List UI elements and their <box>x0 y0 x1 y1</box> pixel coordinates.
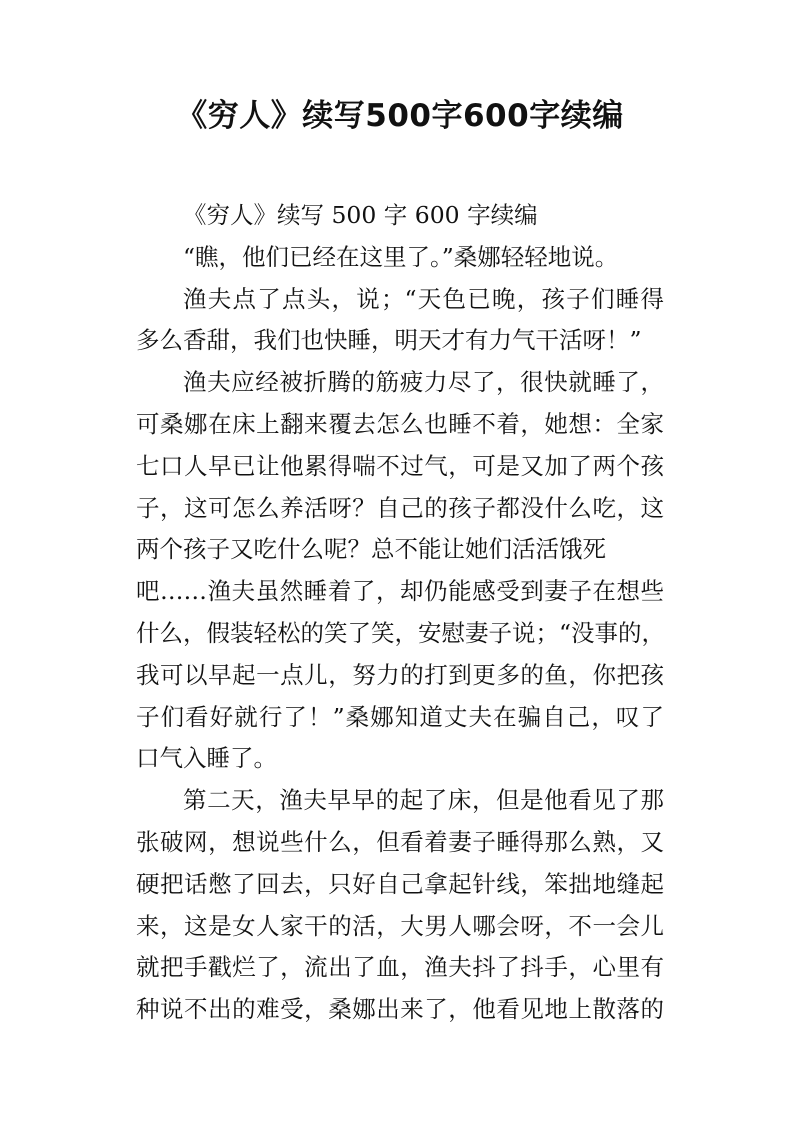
text-line: 硬把话憋了回去，只好自己拿起针线，笨拙地缝起 <box>136 869 664 898</box>
text-line: 种说不出的难受，桑娜出来了，他看见地上散落的 <box>136 995 664 1024</box>
text-line: 渔夫应经被折腾的筋疲力尽了，很快就睡了， <box>183 368 664 397</box>
text-line: 七口人早已让他累得喘不过气，可是又加了两个孩 <box>136 451 664 480</box>
text-line: 可桑娜在床上翻来覆去怎么也睡不着，她想：全家 <box>136 409 664 438</box>
text-line: 两个孩子又吃什么呢？总不能让她们活活饿死 <box>136 535 606 564</box>
text-line: 渔夫点了点头，说；“天色已晚，孩子们睡得 <box>183 284 664 313</box>
text-line: 就把手戳烂了，流出了血，渔夫抖了抖手，心里有 <box>136 953 664 982</box>
text-line: 第二天，渔夫早早的起了床，但是他看见了那 <box>183 786 664 815</box>
document-body <box>136 195 664 1031</box>
text-line: 吧……渔夫虽然睡着了，却仍能感受到妻子在想些 <box>136 577 664 606</box>
text-line: 来，这是女人家干的活，大男人哪会呀，不一会儿 <box>136 911 664 940</box>
text-line: 子们看好就行了！”桑娜知道丈夫在骗自己，叹了 <box>136 702 664 731</box>
text-line: 张破网，想说些什么，但看着妻子睡得那么熟，又 <box>136 827 664 856</box>
text-line: 多么香甜，我们也快睡，明天才有力气干活呀！” <box>136 326 642 355</box>
text-line: 口气入睡了。 <box>136 744 277 773</box>
document-title: 《穷人》续写500字600字续编 <box>176 98 624 134</box>
text-line: 我可以早起一点儿，努力的打到更多的鱼，你把孩 <box>136 660 664 689</box>
text-line: 《穷人》续写 500 字 600 字续编 <box>183 201 538 229</box>
text-line: 什么，假装轻松的笑了笑，安慰妻子说；“没事的， <box>136 618 666 647</box>
text-line: “瞧，他们已经在这里了。”桑娜轻轻地说。 <box>183 242 619 271</box>
text-line: 子，这可怎么养活呀？自己的孩子都没什么吃，这 <box>136 493 664 522</box>
